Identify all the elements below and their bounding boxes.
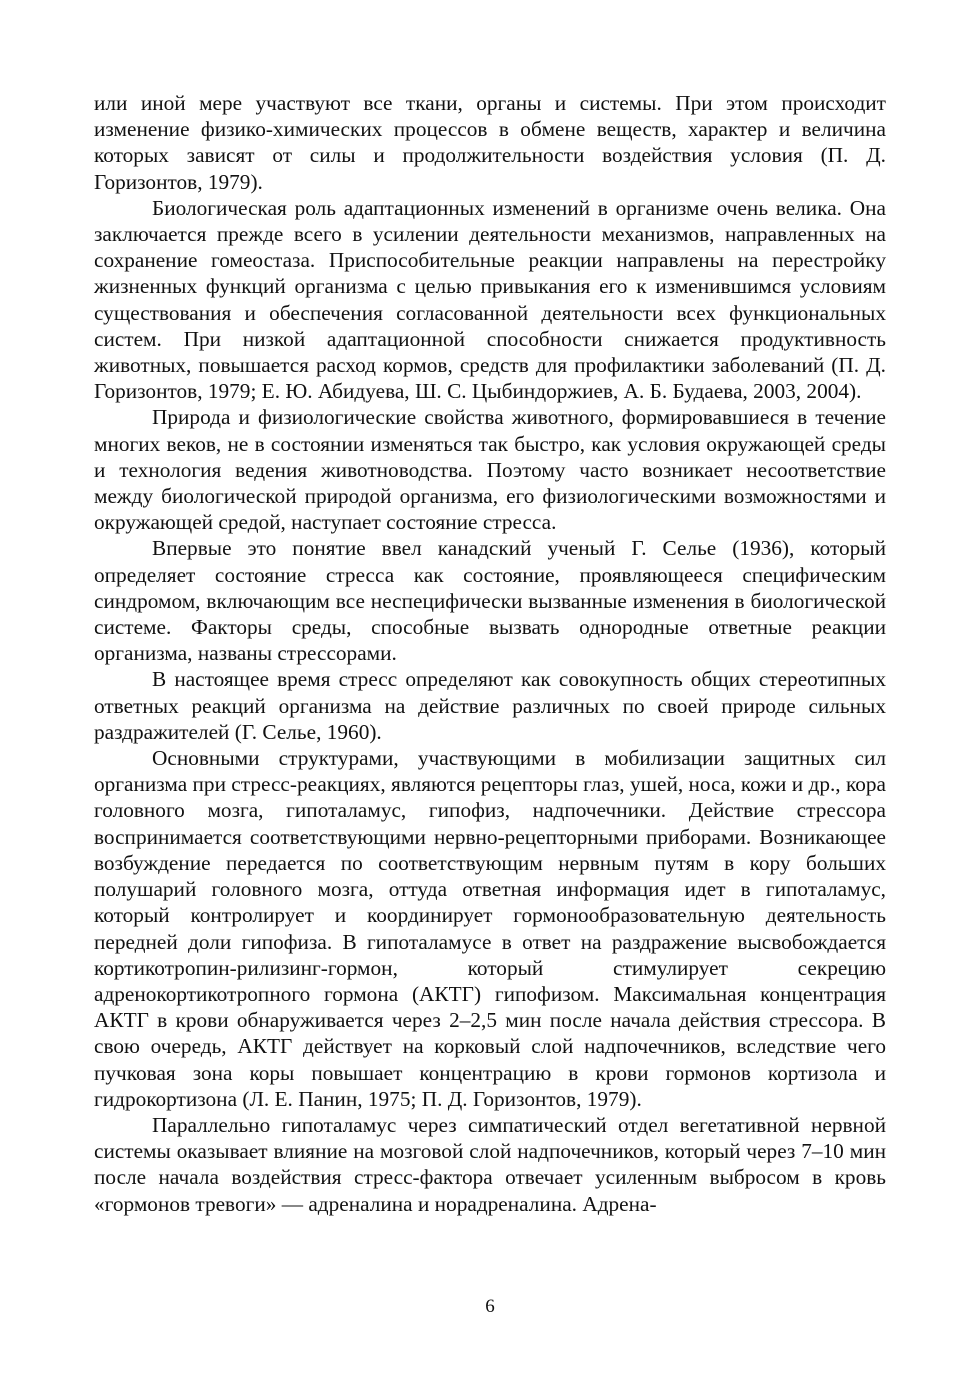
paragraph-main-structures: Основными структурами, участвующими в мобилизации защитных сил организма при стресс-реакциях, являются рецепторы глаз, ушей, носа, кожи и др., кора головного мозга, гипоталамус, гипофиз, надпочечники. Действие стрессора воспринимается соответствующими нервно-рецепторными приборами. Возникающее возбуждение передается по соответствующим нервным путям в кору больших полушарий головного мозга, оттуда ответная информация идет в гипоталамус, который контролирует и координирует гормонообразовательную деятельность передней доли гипофиза. В гипоталамусе в ответ на раздражение высвобождается кортикотропин-рилизинг-гормон, который стимулирует секрецию адренокортикотропного гормона (АКТГ) гипофизом. Максимальная концентрация АКТГ в крови обнаруживается через 2–2,5 мин после начала действия стрессора. В свою очередь, АКТГ действует на корковый слой надпочечников, вследствие чего пучковая зона коры повышает концентрацию в крови гормонов кортизола и гидрокортизона (Л. Е. Панин, 1975; П. Д. Горизонтов, 1979). <box>94 746 886 1111</box>
paragraph-continuation: или иной мере участвуют все ткани, органы и системы. При этом происходит изменение физико-химических процессов в обмене веществ, характер и величина которых зависят от силы и продолжительности воздействия условия (П. Д. Горизонтов, 1979). <box>94 91 886 194</box>
paragraph-biological-role: Биологическая роль адаптационных изменений в организме очень велика. Она заключается прежде всего в усилении деятельности механизмов, направленных на сохранение гомеостаза. Приспособительные реакции направлены на перестройку жизненных функций организма с целью привыкания его к изменившимся условиям существования и обеспечения согласованной деятельности всех функциональных систем. При низкой адаптационной способности снижается продуктивность животных, повышается расход кормов, средств для профилактики заболеваний (П. Д. Горизонтов, 1979; Е. Ю. Абидуева, Ш. С. Цыбиндоржиев, А. Б. Будаева, 2003, 2004). <box>94 195 886 404</box>
page-number: 6 <box>485 1296 495 1317</box>
page-body <box>94 90 886 1217</box>
paragraph-hypothalamus: Параллельно гипоталамус через симпатический отдел вегетативной нервной системы оказывает влияние на мозговой слой надпочечников, который через 7–10 мин после начала воздействия стресс-фактора отвечает усиленным выбросом в кровь «гормонов тревоги» — адреналина и норадреналина. Адрена- <box>94 1112 886 1216</box>
paragraph-stress-definition: В настоящее время стресс определяют как совокупность общих стереотипных ответных реакций организма на действие различных по своей природе сильных раздражителей (Г. Селье, 1960). <box>94 667 886 744</box>
paragraph-nature-physiology: Природа и физиологические свойства животного, формировавшиеся в течение многих веков, не в состоянии изменяться так быстро, как условия окружающей среды и технология ведения животноводства. Поэтому часто возникает несоответствие между биологической природой организма, его физиологическими возможностями и окружающей средой, наступает состояние стресса. <box>94 405 886 535</box>
paragraph-selye-definition: Впервые это понятие ввел канадский ученый Г. Селье (1936), который определяет состояние стресса как состояние, проявляющееся специфическим синдромом, включающим все неспецифически вызванные изменения в биологической системе. Факторы среды, способные вызвать однородные ответные реакции организма, названы стрессорами. <box>94 536 886 666</box>
